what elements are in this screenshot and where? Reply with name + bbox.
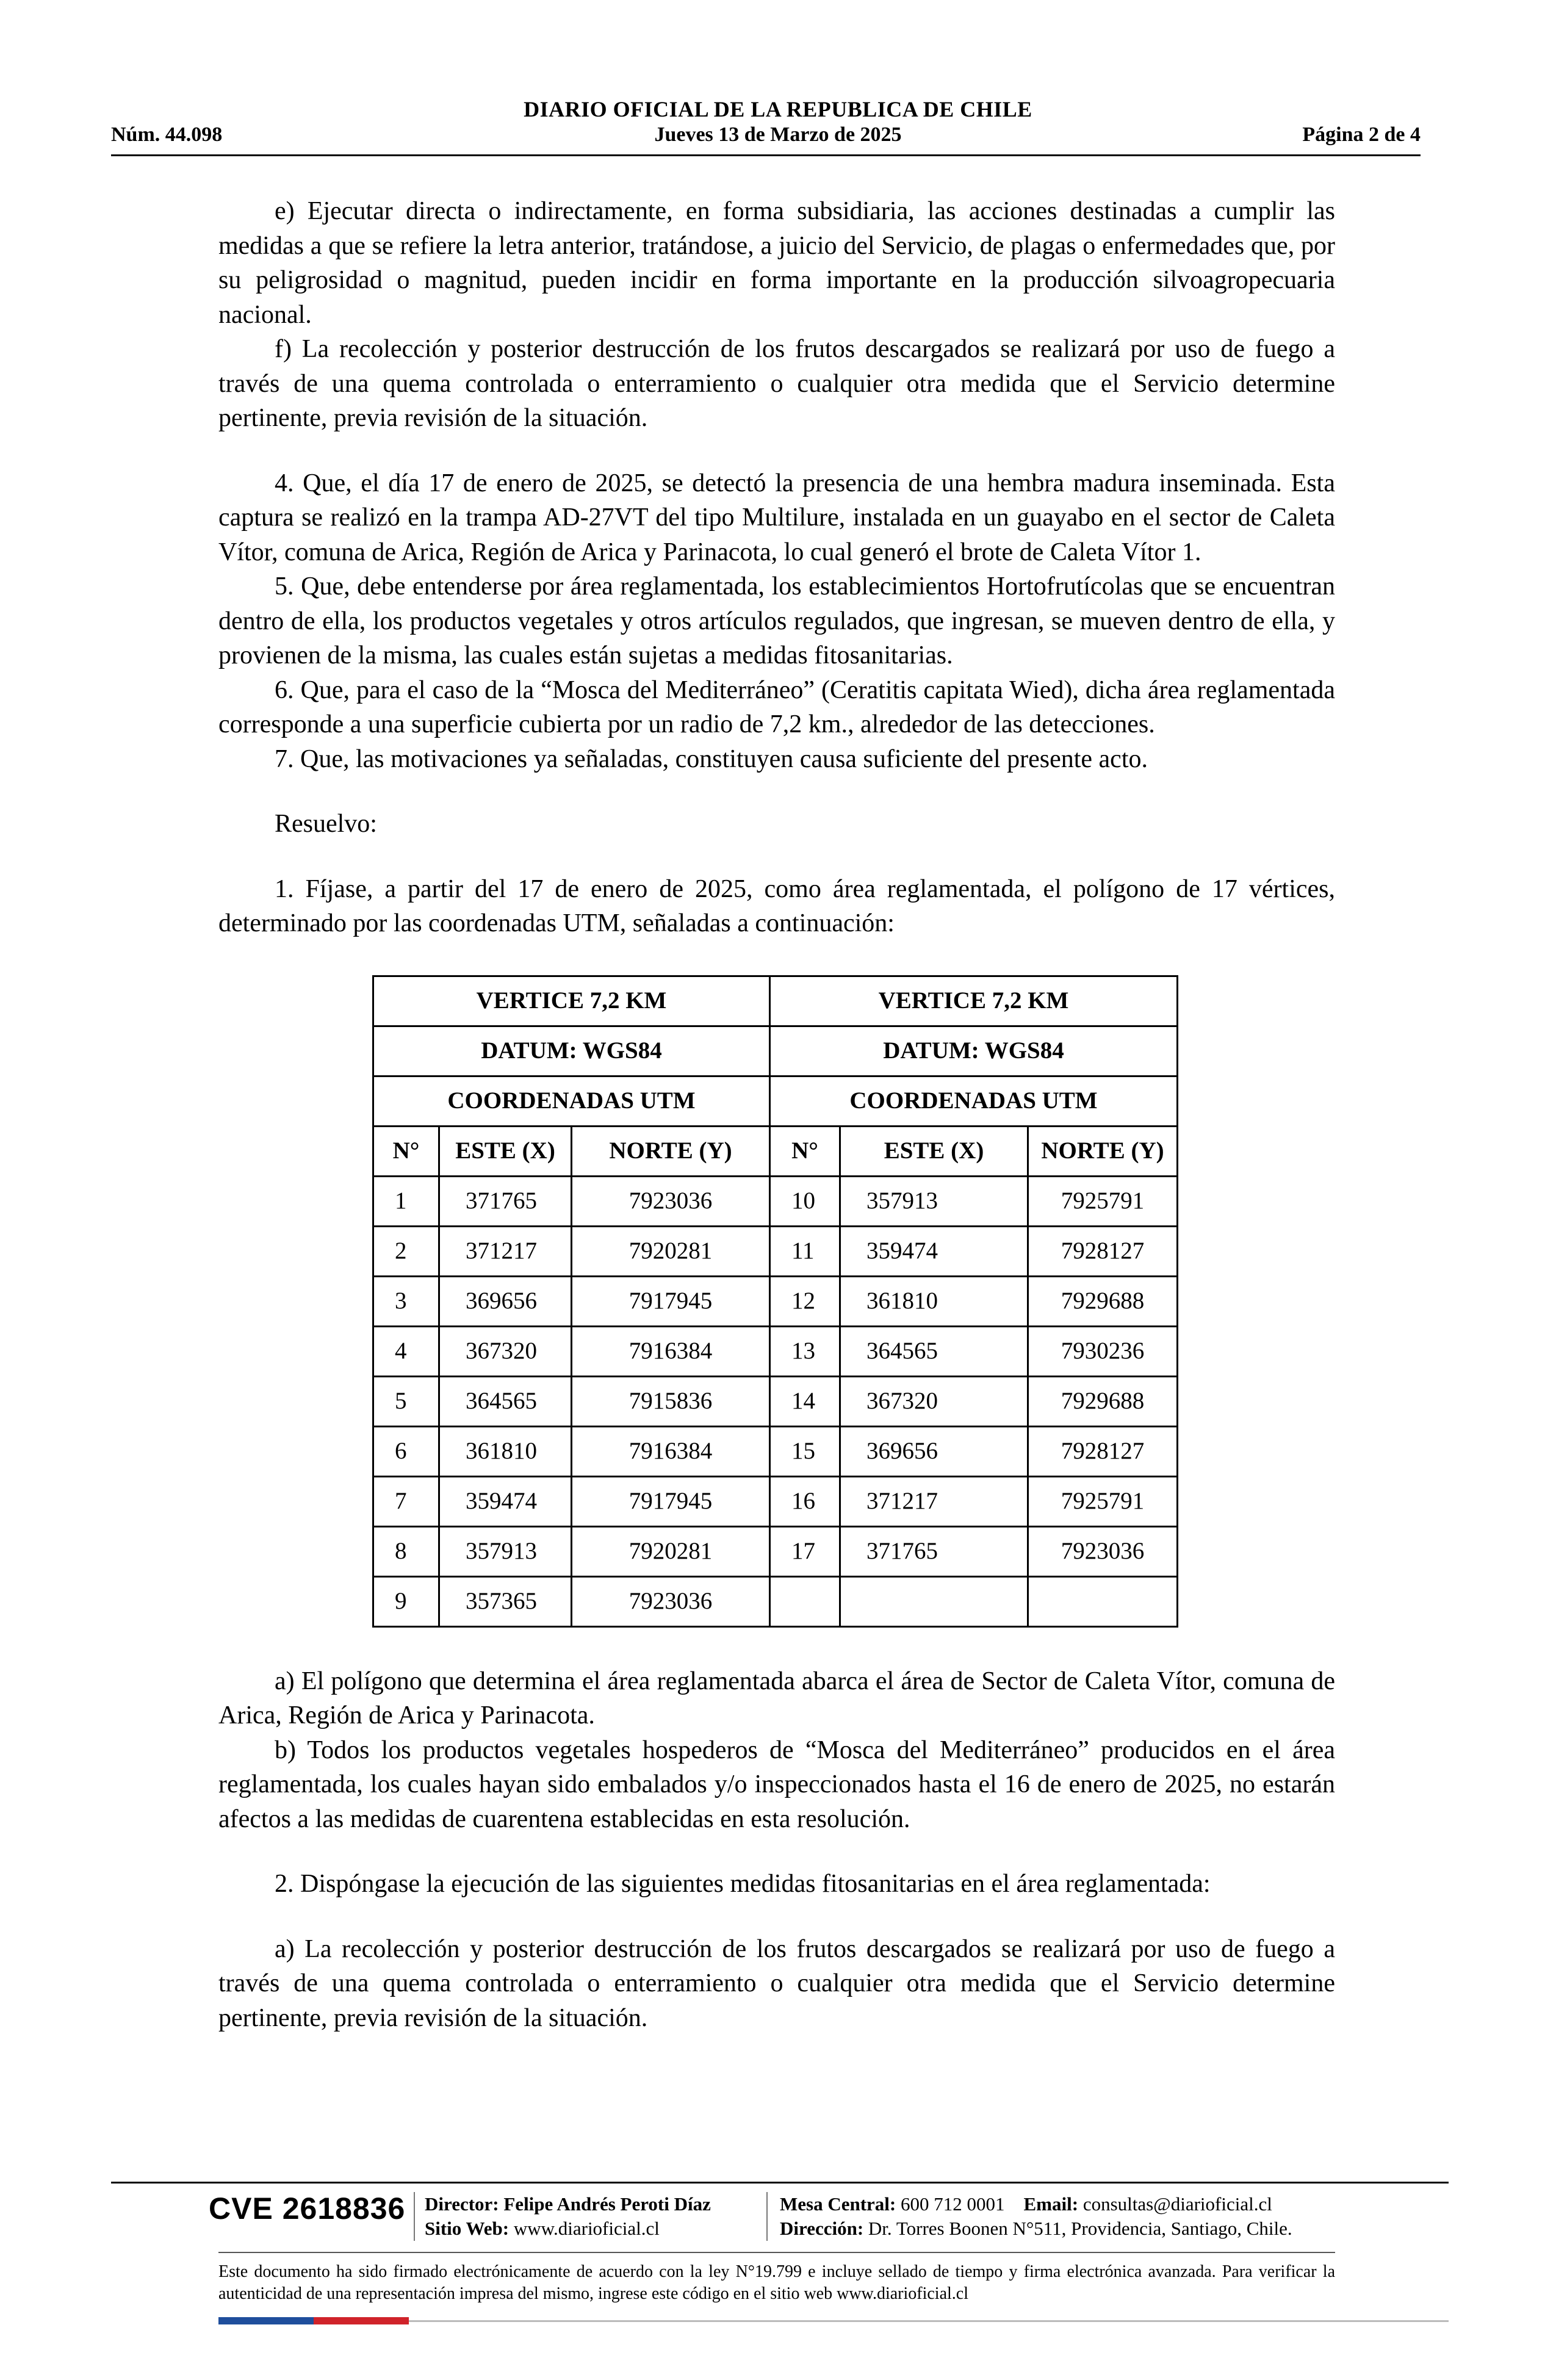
resolution-2a: a) La recolección y posterior destrucción de los frutos descargados se realizará por uso de fuego a través de una quema controlada o enterramiento o cualquier otra medida que el Servicio determine pertinente, previa revisión de la situación. — [218, 1935, 1335, 2032]
website-link[interactable]: www.diarioficial.cl — [513, 2218, 660, 2239]
norte-value: 7917945 — [572, 1476, 770, 1526]
vertex-number: 1 — [373, 1176, 439, 1226]
norte-value: 7929688 — [1028, 1276, 1178, 1326]
paragraph-f: f) La recolección y posterior destrucción de los frutos descargados se realizará por uso de fuego a través de una quema controlada o enterramiento o cualquier otra medida que el Servicio determine pertinente, previa revisión de la situación. — [218, 335, 1335, 432]
col-header-n: N° — [770, 1126, 840, 1176]
paragraph-e: e) Ejecutar directa o indirectamente, en forma subsidiaria, las acciones destinadas a cumplir las medidas a que se refiere la letra anterior, tratándose, a juicio del Servicio, de plagas o enfermedades que, por su peligrosidad o magnitud, pueden incidir en forma importante en la producción silvoagropecuaria nacional. — [218, 197, 1335, 329]
este-value: 369656 — [439, 1276, 572, 1326]
este-value: 371217 — [439, 1226, 572, 1276]
mesa-label: Mesa Central: — [780, 2193, 896, 2215]
vertex-number: 3 — [373, 1276, 439, 1326]
vertex-number: 17 — [770, 1526, 840, 1576]
norte-value: 7920281 — [572, 1526, 770, 1576]
footer-separator — [414, 2192, 415, 2241]
este-value: 361810 — [840, 1276, 1028, 1326]
este-value: 367320 — [840, 1376, 1028, 1426]
este-value: 359474 — [840, 1226, 1028, 1276]
footer-separator — [766, 2192, 768, 2241]
norte-value: 7925791 — [1028, 1476, 1178, 1526]
right-coord-label: COORDENADAS UTM — [770, 1076, 1178, 1126]
vertex-number: 10 — [770, 1176, 840, 1226]
este-value: 364565 — [840, 1326, 1028, 1376]
resolution-2: 2. Dispóngase la ejecución de las siguientes medidas fitosanitarias en el área reglamentada: — [275, 1870, 1211, 1898]
vertex-number: 14 — [770, 1376, 840, 1426]
issue-number: Núm. 44.098 — [111, 123, 223, 146]
vertex-number: 15 — [770, 1426, 840, 1476]
este-value: 369656 — [840, 1426, 1028, 1476]
paragraph-6: 6. Que, para el caso de la “Mosca del Mediterráneo” (Ceratitis capitata Wied), dicha área reglamentada corresponde a una superficie cubierta por un radio de 7,2 km., alrededor de las detecciones. — [218, 676, 1335, 738]
este-value: 367320 — [439, 1326, 572, 1376]
header-divider — [111, 154, 1421, 156]
footer-director-block — [425, 2192, 711, 2241]
vertex-number — [770, 1576, 840, 1626]
table-row — [373, 1226, 1178, 1276]
norte-value: 7923036 — [572, 1176, 770, 1226]
vertex-number: 16 — [770, 1476, 840, 1526]
table-row — [373, 1426, 1178, 1476]
vertex-number: 2 — [373, 1226, 439, 1276]
vertex-number: 9 — [373, 1576, 439, 1626]
col-header-n: N° — [373, 1126, 439, 1176]
flag-bar-blue — [218, 2317, 314, 2324]
document-body — [218, 194, 1335, 2035]
paragraph-5: 5. Que, debe entenderse por área reglamentada, los establecimientos Hortofrutícolas que se encuentran dentro de ella, los productos vegetales y otros artículos regulados, que ingresan, se mueven dentro de ella, y provienen de la misma, las cuales están sujetas a medidas fitosanitarias. — [218, 572, 1335, 669]
col-header-este: ESTE (X) — [439, 1126, 572, 1176]
este-value: 361810 — [439, 1426, 572, 1476]
web-label: Sitio Web: — [425, 2218, 510, 2239]
vertex-number: 6 — [373, 1426, 439, 1476]
col-header-norte: NORTE (Y) — [572, 1126, 770, 1176]
este-value: 357913 — [840, 1176, 1028, 1226]
este-value — [840, 1576, 1028, 1626]
resolution-1: 1. Fíjase, a partir del 17 de enero de 2025, como área reglamentada, el polígono de 17 vértices, determinado por las coordenadas UTM, señaladas a continuación: — [218, 874, 1335, 937]
coordinates-table — [372, 975, 1178, 1628]
mesa-phone: 600 712 0001 — [901, 2193, 1005, 2215]
email-label: Email: — [1023, 2193, 1079, 2215]
director-name: Felipe Andrés Peroti Díaz — [503, 2193, 711, 2215]
table-row — [373, 1376, 1178, 1426]
right-group-title: VERTICE 7,2 KM — [770, 976, 1178, 1026]
este-value: 371217 — [840, 1476, 1028, 1526]
table-row — [373, 1176, 1178, 1226]
norte-value: 7929688 — [1028, 1376, 1178, 1426]
vertex-number: 11 — [770, 1226, 840, 1276]
page-indicator: Página 2 de 4 — [1302, 123, 1421, 146]
right-datum: DATUM: WGS84 — [770, 1026, 1178, 1076]
vertex-number: 7 — [373, 1476, 439, 1526]
norte-value: 7928127 — [1028, 1426, 1178, 1476]
este-value: 364565 — [439, 1376, 572, 1426]
table-row — [373, 1276, 1178, 1326]
left-datum: DATUM: WGS84 — [373, 1026, 770, 1076]
legal-notice: Este documento ha sido firmado electrónicamente de acuerdo con la ley N°19.799 e incluye sellado de tiempo y firma electrónica avanzada. Para verificar la autenticidad de una representación impresa del mismo, ingrese este código en el sitio web www.diarioficial.cl — [218, 2262, 1335, 2303]
vertex-number: 4 — [373, 1326, 439, 1376]
footer-divider — [111, 2182, 1449, 2183]
footer-contact-block — [780, 2192, 1292, 2241]
issue-date: Jueves 13 de Marzo de 2025 — [654, 123, 902, 146]
este-value: 371765 — [840, 1526, 1028, 1576]
vertex-number: 8 — [373, 1526, 439, 1576]
flag-bar-red — [314, 2317, 409, 2324]
paragraph-7: 7. Que, las motivaciones ya señaladas, constituyen causa suficiente del presente acto. — [275, 745, 1148, 773]
norte-value: 7915836 — [572, 1376, 770, 1426]
norte-value: 7930236 — [1028, 1326, 1178, 1376]
address-value: Dr. Torres Boonen N°511, Providencia, Santiago, Chile. — [868, 2218, 1292, 2239]
left-coord-label: COORDENADAS UTM — [373, 1076, 770, 1126]
vertex-number: 12 — [770, 1276, 840, 1326]
cve-code: CVE 2618836 — [209, 2191, 406, 2226]
este-value: 357365 — [439, 1576, 572, 1626]
col-header-este: ESTE (X) — [840, 1126, 1028, 1176]
norte-value: 7916384 — [572, 1426, 770, 1476]
paragraph-4: 4. Que, el día 17 de enero de 2025, se detectó la presencia de una hembra madura inseminada. Esta captura se realizó en la trampa AD-27VT del tipo Multilure, instalada en un guayabo en el sector de Caleta Vítor, comuna de Arica, Región de Arica y Parinacota, lo cual generó el brote de Caleta Vítor 1. — [218, 469, 1335, 566]
vertex-number: 5 — [373, 1376, 439, 1426]
col-header-norte: NORTE (Y) — [1028, 1126, 1178, 1176]
flag-bar-line — [409, 2320, 1449, 2322]
resolution-1a: a) El polígono que determina el área reglamentada abarca el área de Sector de Caleta Vítor, comuna de Arica, Región de Arica y Parinacota. — [218, 1667, 1335, 1729]
vertex-number: 13 — [770, 1326, 840, 1376]
table-row — [373, 1576, 1178, 1626]
director-label: Director: — [425, 2193, 499, 2215]
este-value: 371765 — [439, 1176, 572, 1226]
left-group-title: VERTICE 7,2 KM — [373, 976, 770, 1026]
norte-value: 7925791 — [1028, 1176, 1178, 1226]
este-value: 357913 — [439, 1526, 572, 1576]
norte-value: 7920281 — [572, 1226, 770, 1276]
este-value: 359474 — [439, 1476, 572, 1526]
address-label: Dirección: — [780, 2218, 864, 2239]
coordinate-rows — [373, 1176, 1178, 1626]
resuelvo-heading: Resuelvo: — [275, 810, 377, 838]
norte-value — [1028, 1576, 1178, 1626]
table-row — [373, 1326, 1178, 1376]
norte-value: 7923036 — [572, 1576, 770, 1626]
norte-value: 7917945 — [572, 1276, 770, 1326]
norte-value: 7928127 — [1028, 1226, 1178, 1276]
table-row — [373, 1526, 1178, 1576]
resolution-1b: b) Todos los productos vegetales hospederos de “Mosca del Mediterráneo” producidos en el área reglamentada, los cuales hayan sido embalados y/o inspeccionados hasta el 16 de enero de 2025, no estarán afectos a las medidas de cuarentena establecidas en esta resolución. — [218, 1736, 1335, 1833]
footer-thin-divider — [218, 2252, 1335, 2253]
norte-value: 7923036 — [1028, 1526, 1178, 1576]
norte-value: 7916384 — [572, 1326, 770, 1376]
email-link[interactable]: consultas@diarioficial.cl — [1082, 2193, 1272, 2215]
gazette-title: DIARIO OFICIAL DE LA REPUBLICA DE CHILE — [524, 97, 1032, 121]
table-row — [373, 1476, 1178, 1526]
